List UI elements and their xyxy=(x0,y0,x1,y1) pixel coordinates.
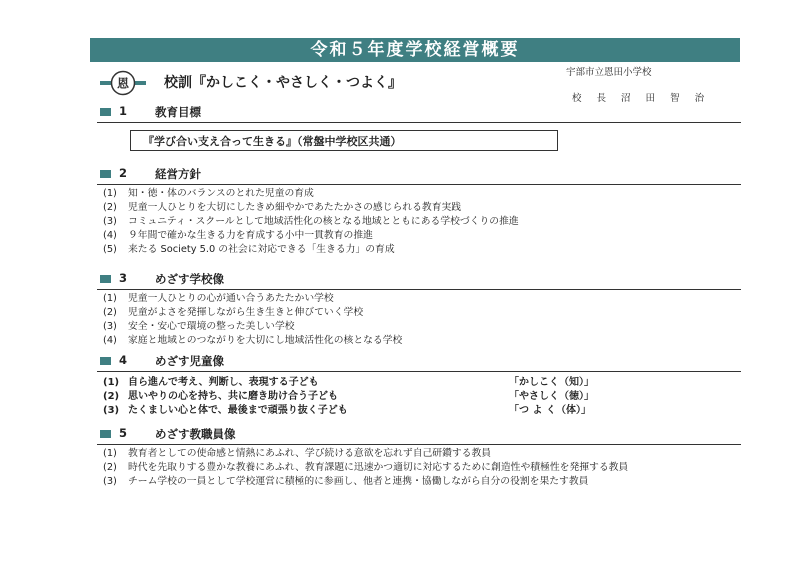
list-item: (1) 教育者としての使命感と情熱にあふれ、学び続ける意欲を忘れず自己研鑽する教員 xyxy=(103,448,492,459)
list-item: (2) 時代を先取りする豊かな教養にあふれ、教育課題に迅速かつ適切に対応するために創造性や積極性を発揮する教員 xyxy=(103,462,629,473)
emblem-text: 恩 xyxy=(116,76,130,91)
section-number: 5 xyxy=(119,426,128,440)
school-name: 宇部市立恩田小学校 xyxy=(566,67,652,78)
section-title: めざす学校像 xyxy=(155,272,224,286)
list-item: (2) 児童がよさを発揮しながら生き生きと伸びていく学校 xyxy=(103,307,364,318)
section-heading xyxy=(97,166,741,185)
section-title: 教育目標 xyxy=(155,105,201,119)
section-marker-icon xyxy=(100,430,111,438)
section-title: 経営方針 xyxy=(155,167,201,181)
section-marker-icon xyxy=(100,170,111,178)
list-item: (4) ９年間で確かな生きる力を育成する小中一貫教育の推進 xyxy=(103,230,373,241)
school-emblem-icon xyxy=(100,70,146,96)
list-item: (2) 思いやりの心を持ち、共に磨き助け合う子ども 「やさしく（徳）」 xyxy=(103,391,594,402)
section-staff-image xyxy=(97,426,741,489)
section-number: 4 xyxy=(119,353,128,367)
section-number: 3 xyxy=(119,271,128,285)
section-number: 2 xyxy=(119,166,128,180)
virtue-tag: 「つ よ く（体）」 xyxy=(509,405,591,416)
policy-list xyxy=(97,187,741,257)
list-item: (1) 自ら進んで考え、判断し、表現する子ども 「かしこく（知）」 xyxy=(103,377,594,388)
section-title: めざす教職員像 xyxy=(155,427,236,441)
education-goal-box: 『学び合い支え合って生きる』（常盤中学校区共通） xyxy=(130,130,558,151)
section-title: めざす児童像 xyxy=(155,354,224,368)
list-item: (5) 来たる Society 5.0 の社会に対応できる「生きる力」の育成 xyxy=(103,244,395,255)
document-title: 令和５年度学校経営概要 xyxy=(90,38,740,62)
section-heading xyxy=(97,353,741,372)
list-item: (3) 安全・安心で環境の整った美しい学校 xyxy=(103,321,295,332)
list-item: (1) 児童一人ひとりの心が通い合うあたたかい学校 xyxy=(103,293,334,304)
section-heading xyxy=(97,271,741,290)
list-item: (1) 知・徳・体のバランスのとれた児童の育成 xyxy=(103,188,314,199)
school-image-list xyxy=(97,292,741,348)
section-marker-icon xyxy=(100,357,111,365)
section-heading xyxy=(97,426,741,445)
virtue-tag: 「かしこく（知）」 xyxy=(509,377,594,388)
list-item: (2) 児童一人ひとりを大切にしたきめ細やかであたたかさの感じられる教育実践 xyxy=(103,202,462,213)
list-item: (3) チーム学校の一員として学校運営に積極的に参画し、他者と連携・協働しながら自分の役割を果たす教員 xyxy=(103,476,589,487)
virtue-tag: 「やさしく（徳）」 xyxy=(509,391,594,402)
school-motto: 校訓『かしこく・やさしく・つよく』 xyxy=(164,75,402,91)
list-item: (3) たくましい心と体で、最後まで頑張り抜く子ども 「つ よ く（体）」 xyxy=(103,405,591,416)
section-number: 1 xyxy=(119,104,128,118)
list-item: (4) 家庭と地域とのつながりを大切にし地域活性化の核となる学校 xyxy=(103,335,403,346)
staff-image-list xyxy=(97,447,741,489)
section-education-goal xyxy=(97,104,741,123)
section-heading xyxy=(97,104,741,123)
section-school-image xyxy=(97,271,741,348)
section-marker-icon xyxy=(100,275,111,283)
section-management-policy xyxy=(97,166,741,257)
principal-name: 校 長 沼 田 智 治 xyxy=(572,93,711,104)
list-item: (3) コミュニティ・スクールとして地域活性化の核となる地域とともにある学校づくりの推進 xyxy=(103,216,519,227)
section-child-image xyxy=(97,353,741,418)
section-marker-icon xyxy=(100,108,111,116)
child-image-list xyxy=(97,376,741,418)
